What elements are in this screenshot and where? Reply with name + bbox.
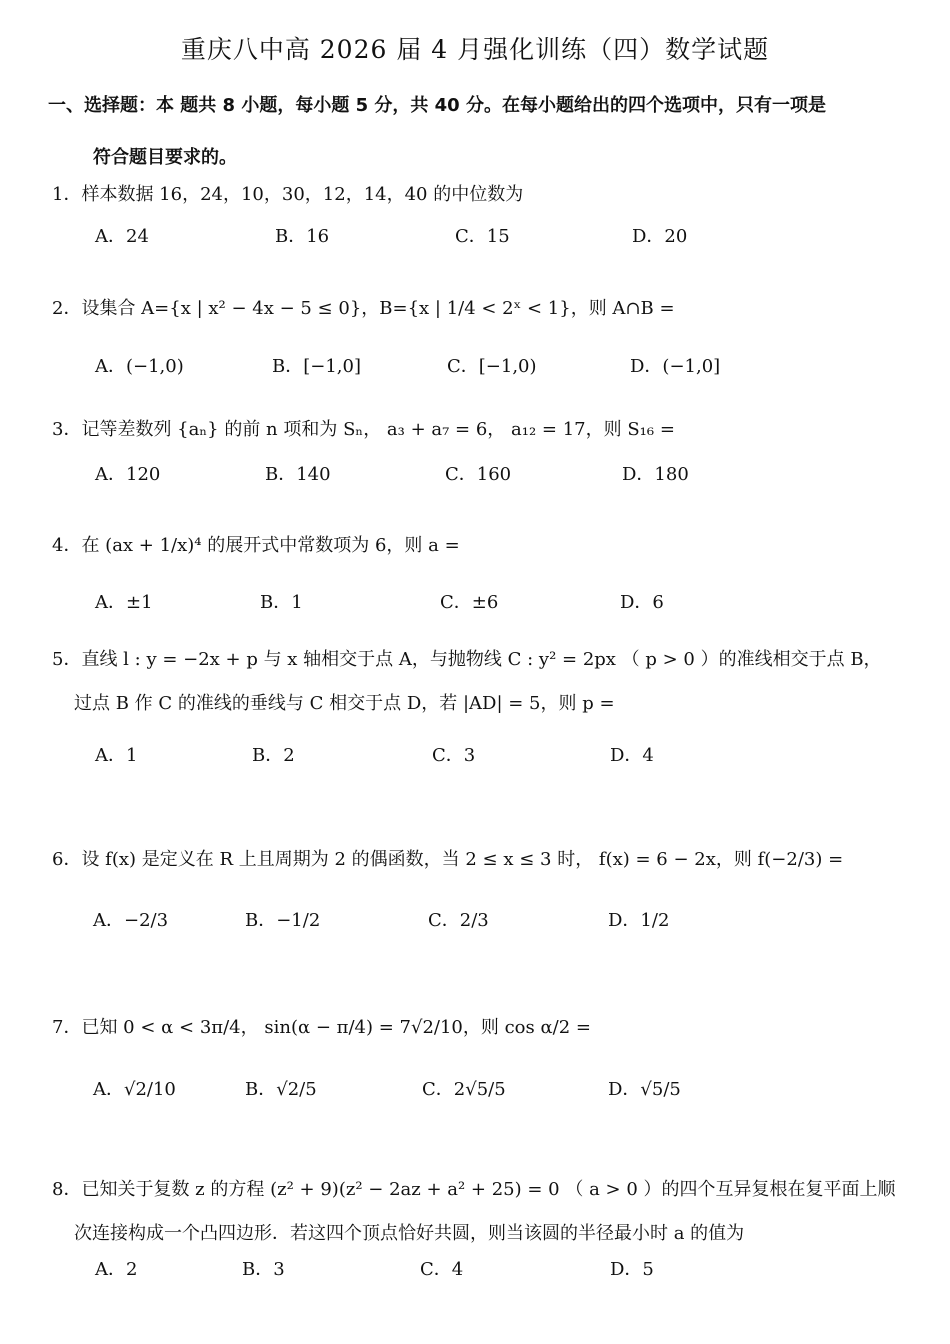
option-c: C．3 <box>432 745 476 766</box>
question-stem-line2: 过点 B 作 C 的准线的垂线与 C 相交于点 D，若 |AD| = 5，则 p = <box>74 693 615 714</box>
option-d: D．5 <box>610 1259 654 1280</box>
option-a: A．(−1,0) <box>95 356 184 377</box>
question-8 <box>52 1168 912 1256</box>
option-c: C．[−1,0) <box>447 356 537 377</box>
option-c: C．2/3 <box>428 910 489 931</box>
option-c: C．±6 <box>440 592 499 613</box>
question-2 <box>52 294 912 320</box>
option-b: B．16 <box>275 226 330 247</box>
option-d: D．6 <box>620 592 664 613</box>
question-stem <box>52 1168 912 1256</box>
question-1 <box>52 180 912 206</box>
option-a: A．120 <box>95 464 161 485</box>
option-d: D．180 <box>622 464 689 485</box>
section-intro-line2: 符合题目要求的。 <box>93 147 237 168</box>
option-b: B．140 <box>265 464 331 485</box>
question-3 <box>52 415 912 441</box>
option-c: C．160 <box>445 464 512 485</box>
section-header <box>48 80 918 184</box>
question-stem: 3．记等差数列 {aₙ} 的前 n 项和为 Sₙ， a₃ + a₇ = 6， a₁₂ = 17，则 S₁₆ = <box>52 419 675 440</box>
page-title: 重庆八中高 2026 届 4 月强化训练（四）数学试题 <box>180 35 770 64</box>
option-b: B．1 <box>260 592 303 613</box>
question-4 <box>52 531 912 557</box>
option-c: C．4 <box>420 1259 464 1280</box>
question-stem-line1: 5．直线 l : y = −2x + p 与 x 轴相交于点 A，与抛物线 C : y² = 2px （ p > 0 ）的准线相交于点 B， <box>52 649 882 670</box>
option-a: A．√2/10 <box>93 1079 176 1100</box>
option-b: B．2 <box>252 745 295 766</box>
question-stem: 6．设 f(x) 是定义在 R 上且周期为 2 的偶函数，当 2 ≤ x ≤ 3 时， f(x) = 6 − 2x，则 f(−2/3) = <box>52 849 844 870</box>
option-a: A．2 <box>95 1259 138 1280</box>
option-d: D．20 <box>632 226 688 247</box>
question-stem: 4．在 (ax + 1/x)⁴ 的展开式中常数项为 6，则 a = <box>52 535 460 556</box>
option-c: C．15 <box>455 226 510 247</box>
option-d: D．√5/5 <box>608 1079 681 1100</box>
question-5 <box>52 638 912 726</box>
option-b: B．3 <box>242 1259 285 1280</box>
option-d: D．1/2 <box>608 910 670 931</box>
option-b: B．−1/2 <box>245 910 321 931</box>
question-6 <box>52 845 912 871</box>
option-d: D．4 <box>610 745 654 766</box>
question-stem-line2: 次连接构成一个凸四边形．若这四个顶点恰好共圆，则当该圆的半径最小时 a 的值为 <box>74 1223 745 1244</box>
option-b: B．√2/5 <box>245 1079 317 1100</box>
question-stem: 2．设集合 A={x | x² − 4x − 5 ≤ 0}，B={x | 1/4 < 2ˣ < 1}，则 A∩B = <box>52 298 675 319</box>
question-stem: 7．已知 0 < α < 3π/4， sin(α − π/4) = 7√2/10，则 cos α/2 = <box>52 1017 591 1038</box>
option-c: C．2√5/5 <box>422 1079 506 1100</box>
section-intro-line1: 一、选择题：本 题共 8 小题，每小题 5 分，共 40 分。在每小题给出的四个选项中，只有一项是 <box>48 95 826 116</box>
option-a: A．−2/3 <box>93 910 169 931</box>
question-stem-line1: 8．已知关于复数 z 的方程 (z² + 9)(z² − 2az + a² + 25) = 0 （ a > 0 ）的四个互异复根在复平面上顺 <box>52 1179 896 1200</box>
option-a: A．24 <box>95 226 149 247</box>
option-b: B．[−1,0] <box>272 356 361 377</box>
option-d: D．(−1,0] <box>630 356 721 377</box>
question-stem: 1．样本数据 16，24，10，30，12，14，40 的中位数为 <box>52 184 524 205</box>
option-a: A．±1 <box>95 592 153 613</box>
option-a: A．1 <box>95 745 138 766</box>
question-stem <box>52 638 912 726</box>
question-7 <box>52 1013 912 1039</box>
